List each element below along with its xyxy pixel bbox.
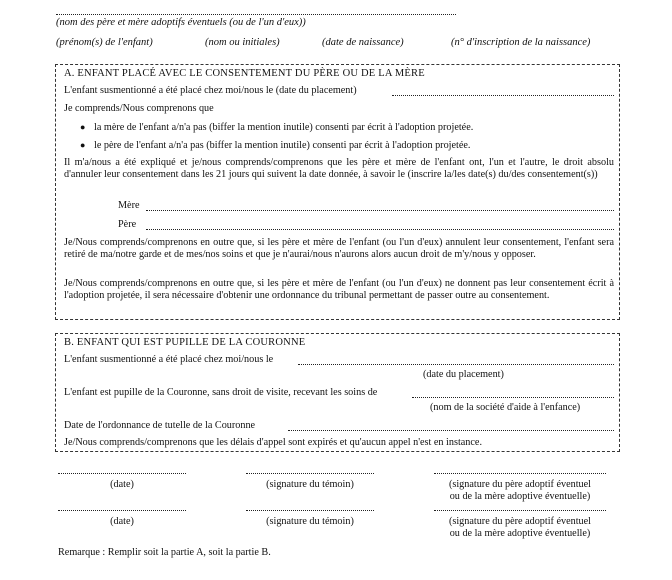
section-a-placement-date-field[interactable] [392,95,614,96]
mere-consent-date-field[interactable] [146,210,614,211]
prenoms-caption: (prénom(s) de l'enfant) [56,37,153,48]
date-naissance-caption: (date de naissance) [322,37,404,48]
date-field-1[interactable] [58,473,186,474]
section-b-placement-date-field[interactable] [298,364,614,365]
date-caption-1: (date) [110,479,134,490]
section-a-comprends-text: Je comprends/Nous comprenons que [64,103,214,114]
ordonnance-date-field[interactable] [288,430,614,431]
date-field-2[interactable] [58,510,186,511]
adoptif-caption-1a: (signature du père adoptif éventuel [448,479,591,490]
bullet-icon: ● [80,140,86,150]
section-a-paragraph-annulation: Il m'a/nous a été expliqué et je/nous comprends/comprenons que les père et mère de l'enfant ont, l'un et l'autre, le droit absolu d'annuler leur consentement dans les 21 jours qui suivent la date donnée, à savoir le (inscrire la/les date(s) du/des consentement(s)) [64,157,614,181]
section-a-paragraph-ordonnance: Je/Nous comprends/comprenons en outre que, si les père et mère de l'enfant (ou l'un d'eux) ne donnent pas leur consentement écrit à l'adoption projetée, il sera nécessaire d'obtenir une ordonnance du tribunal permettant de passer outre au consentement. [64,278,614,302]
temoin-caption-1: (signature du témoin) [266,479,354,490]
bullet-mere-text: la mère de l'enfant a/n'a pas (biffer la mention inutile) consenti par écrit à l'adoption projetée. [94,122,474,133]
societe-aide-field[interactable] [412,397,614,398]
adoptif-signature-field-1[interactable] [434,473,606,474]
remarque-note: Remarque : Remplir soit la partie A, soit la partie B. [58,547,271,558]
temoin-caption-2: (signature du témoin) [266,516,354,527]
adoptif-signature-field-2[interactable] [434,510,606,511]
adoptif-caption-2a: (signature du père adoptif éventuel [448,516,591,527]
temoin-signature-field-2[interactable] [246,510,374,511]
adoptif-caption-1b: ou de la mère adoptive éventuelle) [449,491,591,502]
section-a-title: A. ENFANT PLACÉ AVEC LE CONSENTEMENT DU PÈRE OU DE LA MÈRE [64,68,425,79]
temoin-signature-field-1[interactable] [246,473,374,474]
section-b-appel-text: Je/Nous comprends/comprenons que les délais d'appel sont expirés et qu'aucun appel n'est en instance. [64,437,482,448]
parents-name-caption: (nom des père et mère adoptifs éventuels (ou de l'un d'eux)) [56,17,306,28]
societe-caption: (nom de la société d'aide à l'enfance) [430,402,581,413]
pere-consent-date-field[interactable] [146,229,614,230]
mere-label: Mère [118,200,140,211]
section-b-title: B. ENFANT QUI EST PUPILLE DE LA COURONNE [64,337,306,348]
parents-name-field[interactable] [56,14,456,15]
section-b-ordonnance-text: Date de l'ordonnance de tutelle de la Couronne [64,420,256,431]
bullet-icon: ● [80,122,86,132]
section-b-date-placement-caption: (date du placement) [423,369,504,380]
section-a-paragraph-retrait: Je/Nous comprends/comprenons en outre que, si les père et mère de l'enfant (ou l'un d'eux) annulent leur consentement, l'enfant sera retiré de ma/notre garde et de mes/nos soins et que je n'aurai/nous n'aurons alors aucun droit de m'y/nous y opposer. [64,237,614,261]
section-b-placement-text: L'enfant susmentionné a été placé chez moi/nous le [64,354,274,365]
bullet-pere-text: le père de l'enfant a/n'a pas (biffer la mention inutile) consenti par écrit à l'adoption projetée. [94,140,471,151]
section-a-placement-text: L'enfant susmentionné a été placé chez moi/nous le (date du placement) [64,85,357,96]
no-inscription-caption: (n° d'inscription de la naissance) [451,37,591,48]
adoptif-caption-2b: ou de la mère adoptive éventuelle) [449,528,591,539]
pere-label: Père [118,219,137,230]
section-b-pupille-text: L'enfant est pupille de la Couronne, sans droit de visite, recevant les soins de [64,387,378,398]
date-caption-2: (date) [110,516,134,527]
nom-caption: (nom ou initiales) [205,37,280,48]
